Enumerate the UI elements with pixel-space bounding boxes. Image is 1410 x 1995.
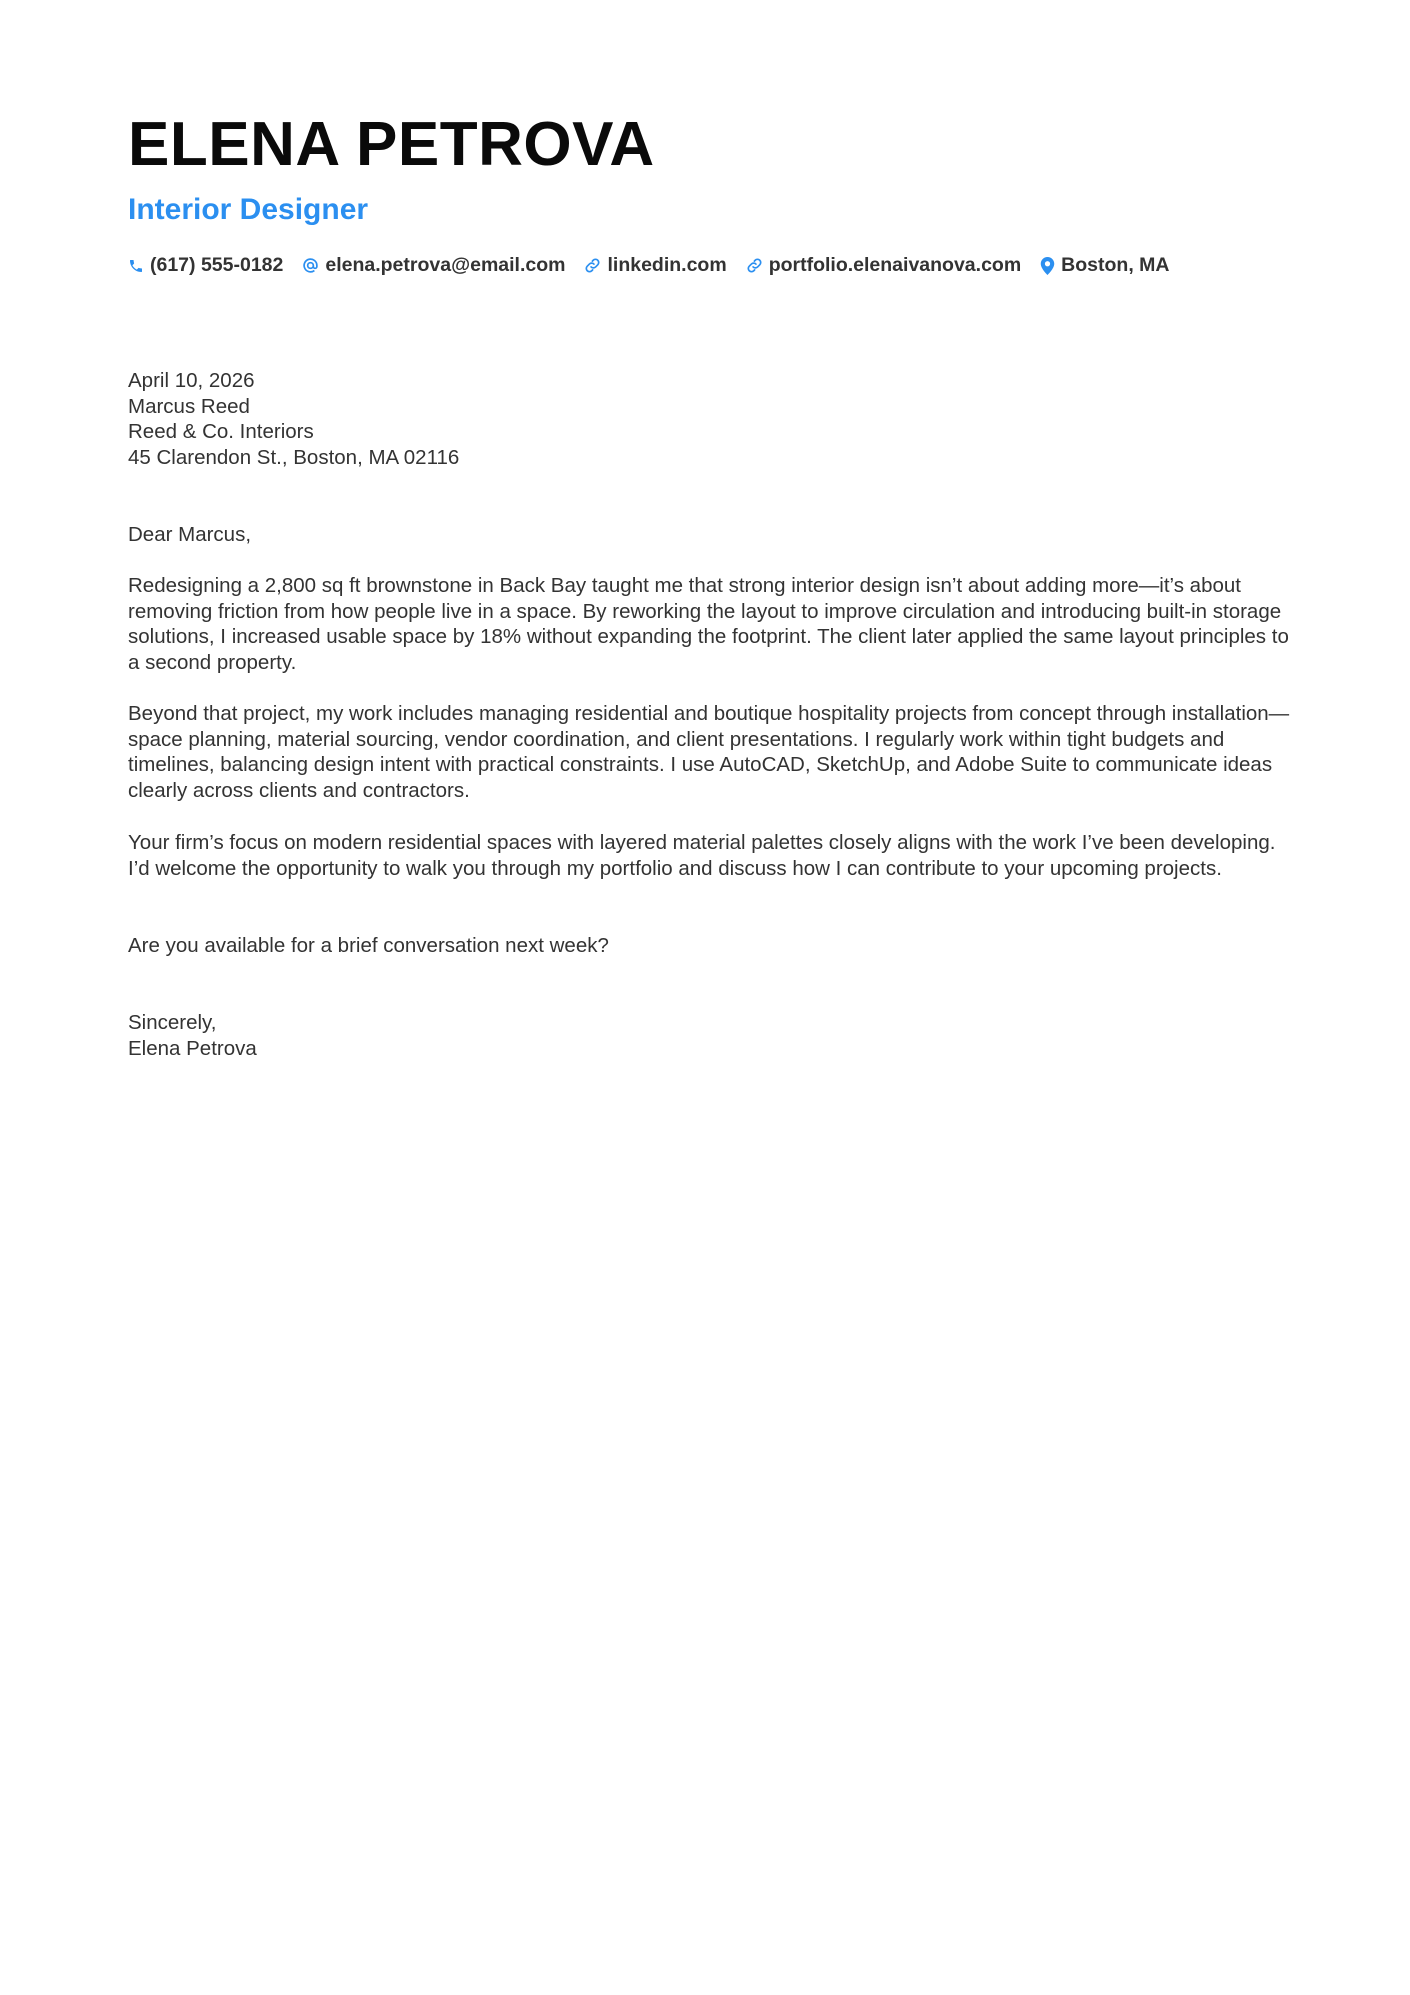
contact-email[interactable] — [302, 254, 565, 277]
phone-number: (617) 555-0182 — [150, 254, 284, 276]
paragraph-3-block — [128, 830, 1293, 881]
contact-location — [1040, 254, 1169, 277]
paragraph-1-block — [128, 573, 1293, 675]
contact-portfolio[interactable] — [746, 254, 1021, 277]
link-icon — [584, 257, 601, 274]
closing-block — [128, 1010, 1293, 1061]
link-icon — [746, 257, 763, 274]
body-paragraph: Your firm’s focus on modern residential spaces with layered material palettes closely aligns with the work I’ve been developing. I’d welcome the opportunity to walk you through my portfolio and discuss how I can contribute to your upcoming projects. — [128, 831, 1276, 880]
job-title: Interior Designer — [128, 193, 369, 226]
location-text: Boston, MA — [1061, 254, 1170, 276]
recipient-block — [128, 368, 1293, 470]
salutation-block — [128, 522, 1293, 548]
paragraph-2-block — [128, 701, 1293, 803]
linkedin-link: linkedin.com — [607, 254, 727, 276]
applicant-name: ELENA PETROVA — [128, 110, 655, 179]
paragraph-4-block — [128, 933, 1293, 959]
body-paragraph: Redesigning a 2,800 sq ft brownstone in Back Bay taught me that strong interior design isn’t about adding more—it’s about removing friction from how people live in a space. By reworking the layout to improve circulation and introducing built-in storage solutions, I increased usable space by 18% without expanding the footprint. The client later applied the same layout principles to a second property. — [128, 574, 1289, 674]
recipient-company: Reed & Co. Interiors — [128, 420, 314, 444]
letter-date: April 10, 2026 — [128, 369, 255, 392]
email-address: elena.petrova@email.com — [325, 254, 566, 276]
recipient-name: Marcus Reed — [128, 394, 250, 418]
contact-phone[interactable] — [128, 254, 283, 277]
salutation: Dear Marcus, — [128, 523, 252, 546]
location-pin-icon — [1040, 257, 1055, 275]
recipient-address: 45 Clarendon St., Boston, MA 02116 — [128, 445, 460, 469]
contact-linkedin[interactable] — [584, 254, 726, 277]
closing: Sincerely, — [128, 1011, 217, 1034]
body-paragraph: Are you available for a brief conversation next week? — [128, 934, 609, 957]
body-paragraph: Beyond that project, my work includes managing residential and boutique hospitality projects from concept through installation—space planning, material sourcing, vendor coordination, and client presentations. I regularly work within tight budgets and timelines, balancing design intent with practical constraints. I use AutoCAD, SketchUp, and Adobe Suite to communicate ideas clearly across clients and contractors. — [128, 702, 1290, 802]
at-icon — [302, 257, 319, 274]
signature: Elena Petrova — [128, 1036, 257, 1060]
portfolio-link: portfolio.elenaivanova.com — [768, 254, 1022, 276]
contact-row — [128, 254, 1189, 277]
phone-icon — [128, 258, 144, 274]
